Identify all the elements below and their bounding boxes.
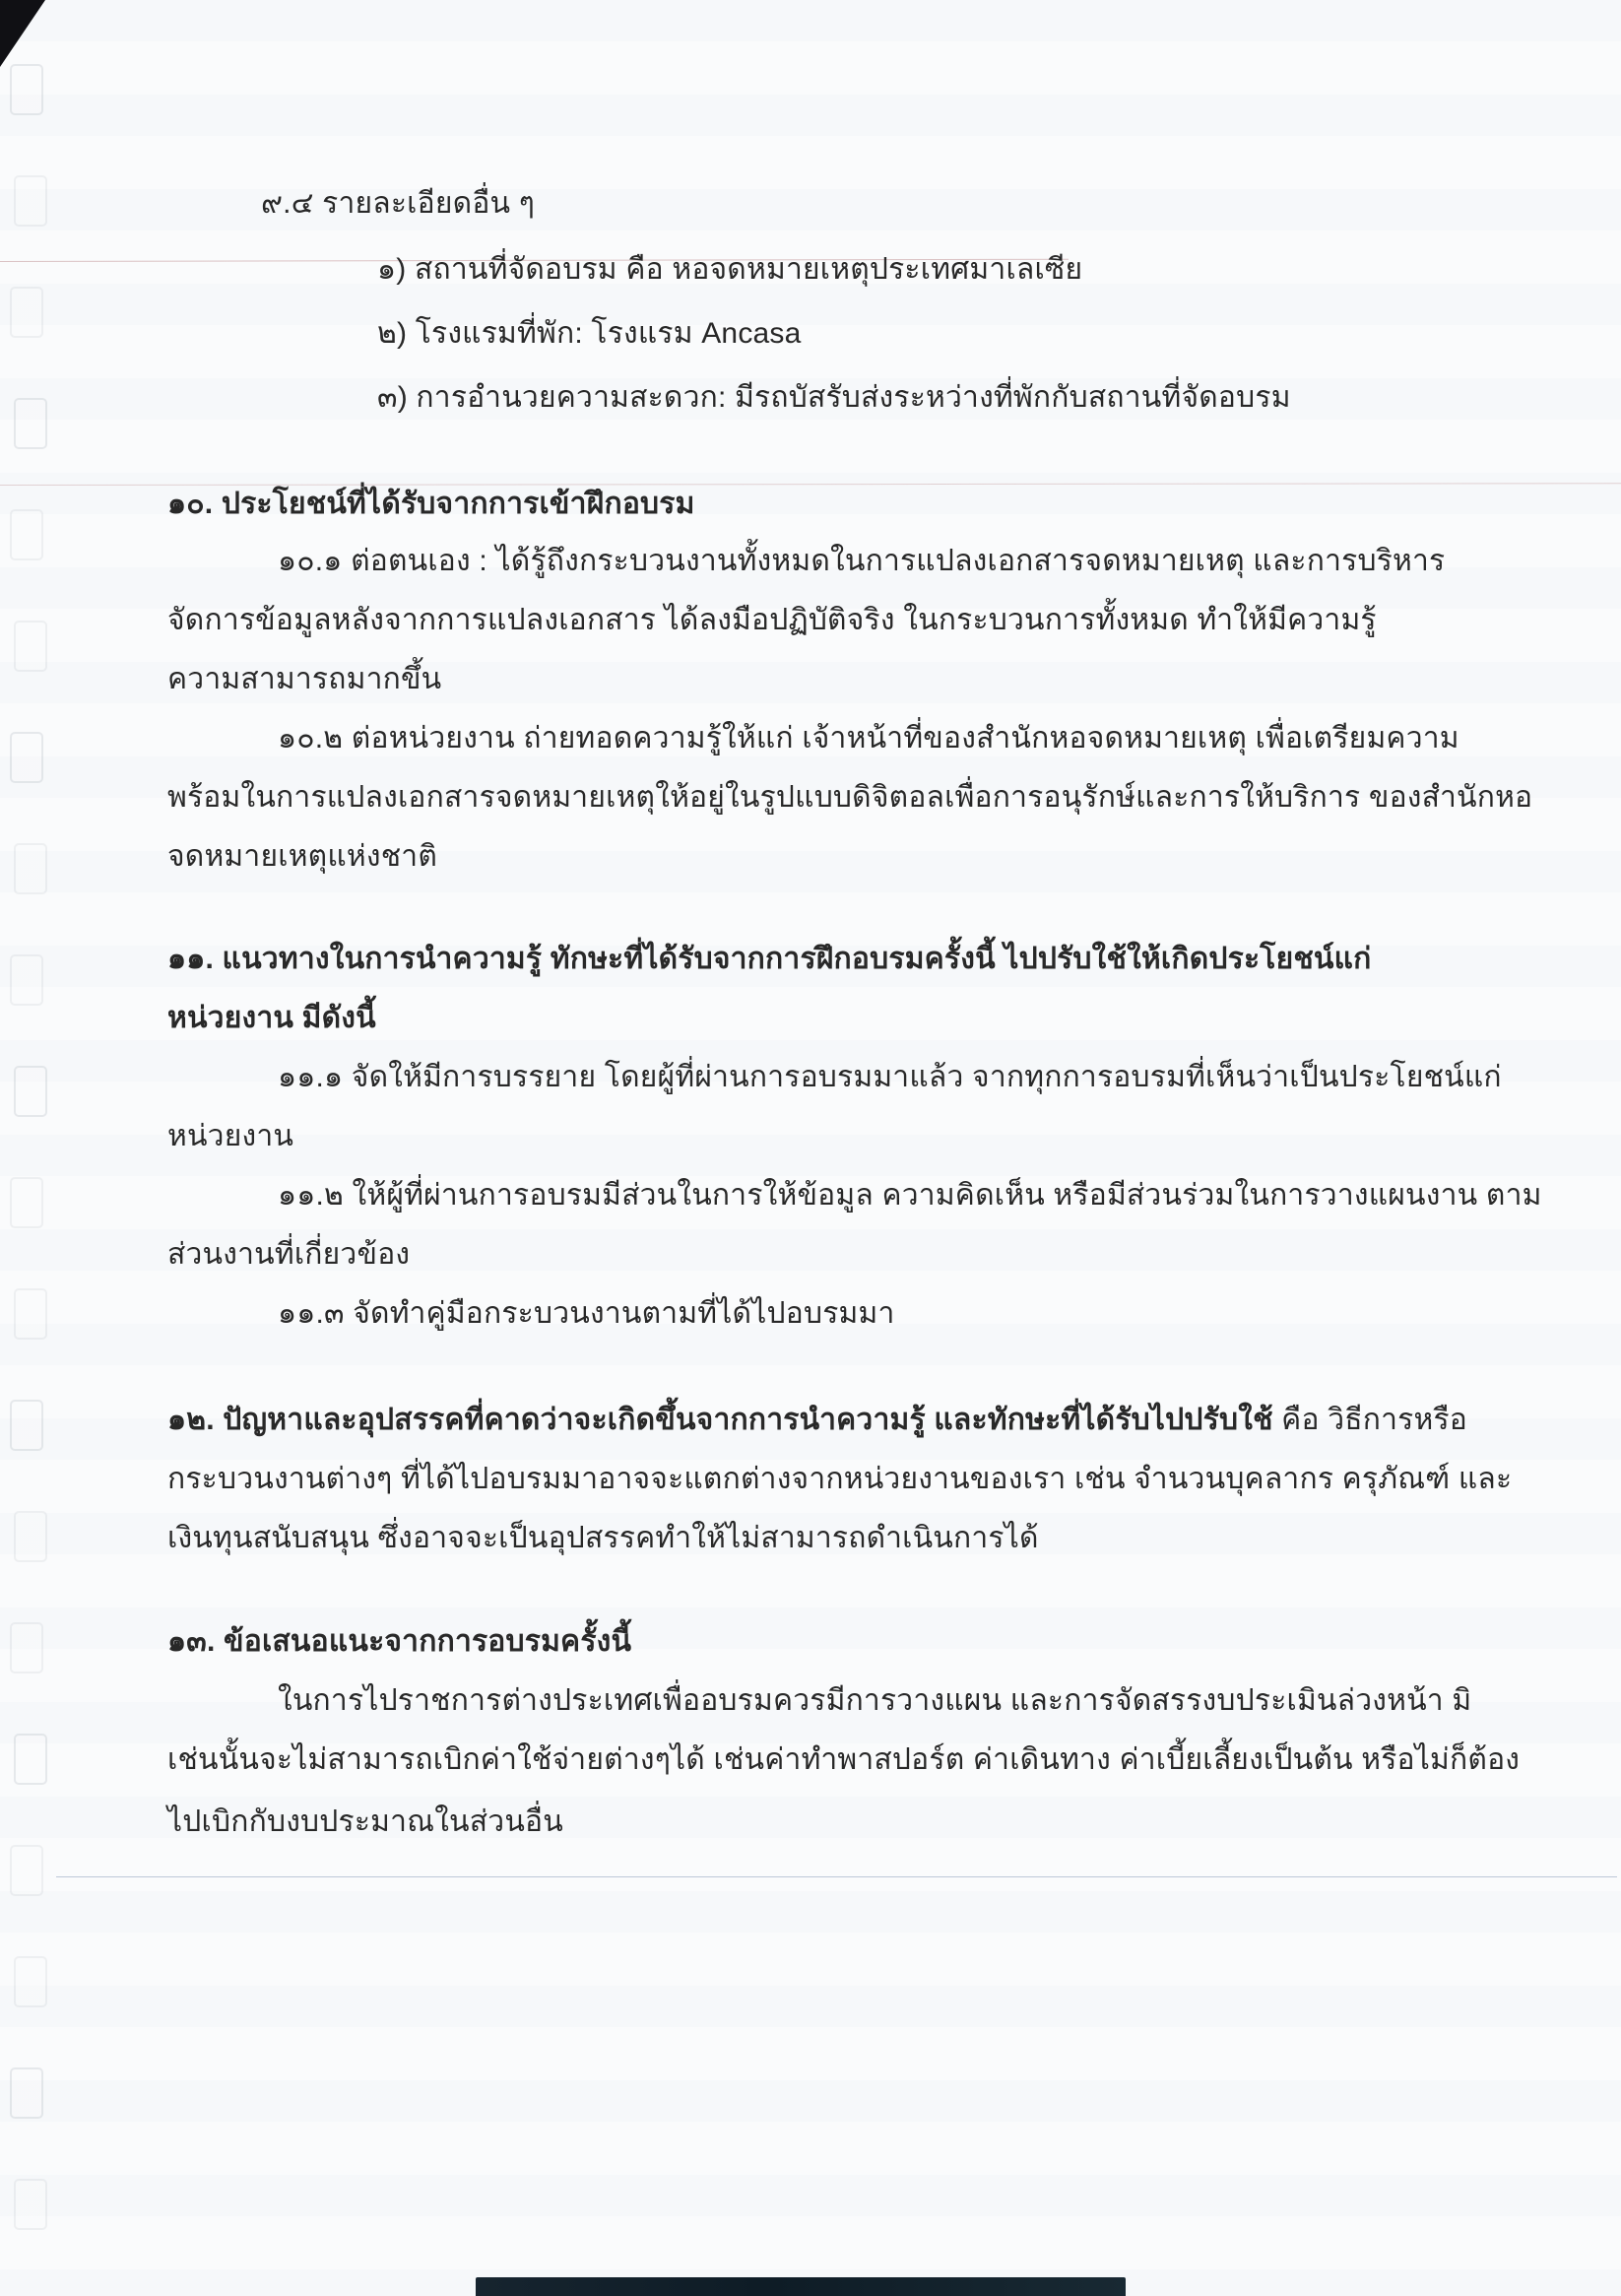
- binder-hole-mark: [14, 1511, 47, 1562]
- section-13-heading: ๑๓. ข้อเสนอแนะจากการอบรมครั้งนี้: [167, 1625, 632, 1658]
- binder-hole-mark: [10, 1622, 43, 1673]
- binder-hole-mark: [14, 1956, 47, 2007]
- section-12-heading-tail: คือ วิธีการหรือ: [1272, 1404, 1467, 1436]
- section-12-heading-bold: ๑๒. ปัญหาและอุปสรรคที่คาดว่าจะเกิดขึ้นจากการนำความรู้ และทักษะที่ได้รับไปปรับใช้: [167, 1404, 1273, 1436]
- section-9-4-item-3: ๓) การอำนวยความสะดวก: มีรถบัสรับส่งระหว่างที่พักกับสถานที่จัดอบรม: [377, 381, 1291, 414]
- section-9-4-item-2: ๒) โรงแรมที่พัก: โรงแรม Ancasa: [377, 317, 802, 350]
- binder-hole-mark: [10, 732, 43, 783]
- binder-hole-mark: [14, 398, 47, 449]
- section-10-1-line-1: ๑๐.๑ ต่อตนเอง : ได้รู้ถึงกระบวนงานทั้งหมดในการแปลงเอกสารจดหมายเหตุ และการบริหาร: [278, 545, 1446, 577]
- scan-line-artifact: [56, 1876, 1617, 1877]
- binder-hole-mark: [14, 2179, 47, 2230]
- binder-hole-mark: [10, 64, 43, 115]
- section-11-heading-line-1: ๑๑. แนวทางในการนำความรู้ ทักษะที่ได้รับจากการฝึกอบรมครั้งนี้ ไปปรับใช้ให้เกิดประโยชน์แก่: [167, 943, 1372, 975]
- binder-hole-mark: [10, 1845, 43, 1896]
- binder-hole-mark: [10, 509, 43, 560]
- binder-hole-mark: [14, 843, 47, 894]
- binder-hole-mark: [14, 621, 47, 672]
- section-9-4-heading: ๙.๔ รายละเอียดอื่น ๆ: [261, 187, 536, 220]
- section-10-2-line-2: พร้อมในการแปลงเอกสารจดหมายเหตุให้อยู่ในรูปแบบดิจิตอลเพื่อการอนุรักษ์และการให้บริการ ของสำนักหอ: [167, 781, 1533, 814]
- section-11-3-line: ๑๑.๓ จัดทำคู่มือกระบวนงานตามที่ได้ไปอบรมมา: [278, 1297, 895, 1330]
- scan-corner-artifact: [0, 0, 45, 67]
- section-11-2-line-1: ๑๑.๒ ให้ผู้ที่ผ่านการอบรมมีส่วนในการให้ข้อมูล ความคิดเห็น หรือมีส่วนร่วมในการวางแผนงาน ตาม: [278, 1179, 1542, 1212]
- section-10-2-line-3: จดหมายเหตุแห่งชาติ: [167, 840, 437, 873]
- section-11-1-line-2: หน่วยงาน: [167, 1120, 294, 1152]
- section-10-1-line-2: จัดการข้อมูลหลังจากการแปลงเอกสาร ได้ลงมือปฏิบัติจริง ในกระบวนการทั้งหมด ทำให้มีความรู้: [167, 604, 1377, 636]
- section-12-line-3: เงินทุนสนับสนุน ซึ่งอาจจะเป็นอุปสรรคทำให้ไม่สามารถดำเนินการได้: [167, 1522, 1039, 1554]
- scan-bottom-strip-artifact: [476, 2277, 1126, 2296]
- section-13-line-3: ไปเบิกกับงบประมาณในส่วนอื่น: [167, 1805, 563, 1838]
- section-9-4-item-1: ๑) สถานที่จัดอบรม คือ หอจดหมายเหตุประเทศมาเลเซีย: [377, 253, 1083, 286]
- binder-hole-mark: [14, 1288, 47, 1340]
- section-11-heading-line-2: หน่วยงาน มีดังนี้: [167, 1002, 376, 1034]
- section-12-heading-line: [167, 1399, 1467, 1442]
- section-10-heading: ๑๐. ประโยชน์ที่ได้รับจากการเข้าฝึกอบรม: [167, 488, 695, 520]
- binder-hole-mark: [14, 175, 47, 227]
- section-13-line-2: เช่นนั้นจะไม่สามารถเบิกค่าใช้จ่ายต่างๆได้ เช่นค่าทำพาสปอร์ต ค่าเดินทาง ค่าเบี้ยเลี้ยงเป็นต้น หรือไม่ก็ต้อง: [167, 1743, 1521, 1776]
- section-10-1-line-3: ความสามารถมากขึ้น: [167, 663, 442, 695]
- binder-hole-mark: [10, 1177, 43, 1228]
- section-13-line-1: ในการไปราชการต่างประเทศเพื่ออบรมควรมีการวางแผน และการจัดสรรงบประเมินล่วงหน้า มิ: [278, 1684, 1472, 1717]
- section-11-1-line-1: ๑๑.๑ จัดให้มีการบรรยาย โดยผู้ที่ผ่านการอบรมมาแล้ว จากทุกการอบรมที่เห็นว่าเป็นประโยชน์แก่: [278, 1061, 1502, 1093]
- binder-hole-mark: [10, 287, 43, 338]
- section-11-2-line-2: ส่วนงานที่เกี่ยวข้อง: [167, 1238, 411, 1271]
- binder-hole-mark: [10, 2067, 43, 2119]
- binder-hole-mark: [14, 1066, 47, 1117]
- section-10-2-line-1: ๑๐.๒ ต่อหน่วยงาน ถ่ายทอดความรู้ให้แก่ เจ้าหน้าที่ของสำนักหอจดหมายเหตุ เพื่อเตรียมความ: [278, 722, 1459, 754]
- section-12-line-2: กระบวนงานต่างๆ ที่ได้ไปอบรมมาอาจจะแตกต่างจากหน่วยงานของเรา เช่น จำนวนบุคลากร ครุภัณฑ์ และ: [167, 1463, 1513, 1495]
- binder-hole-mark: [14, 1734, 47, 1785]
- binder-hole-mark: [10, 954, 43, 1006]
- binder-hole-mark: [10, 1400, 43, 1451]
